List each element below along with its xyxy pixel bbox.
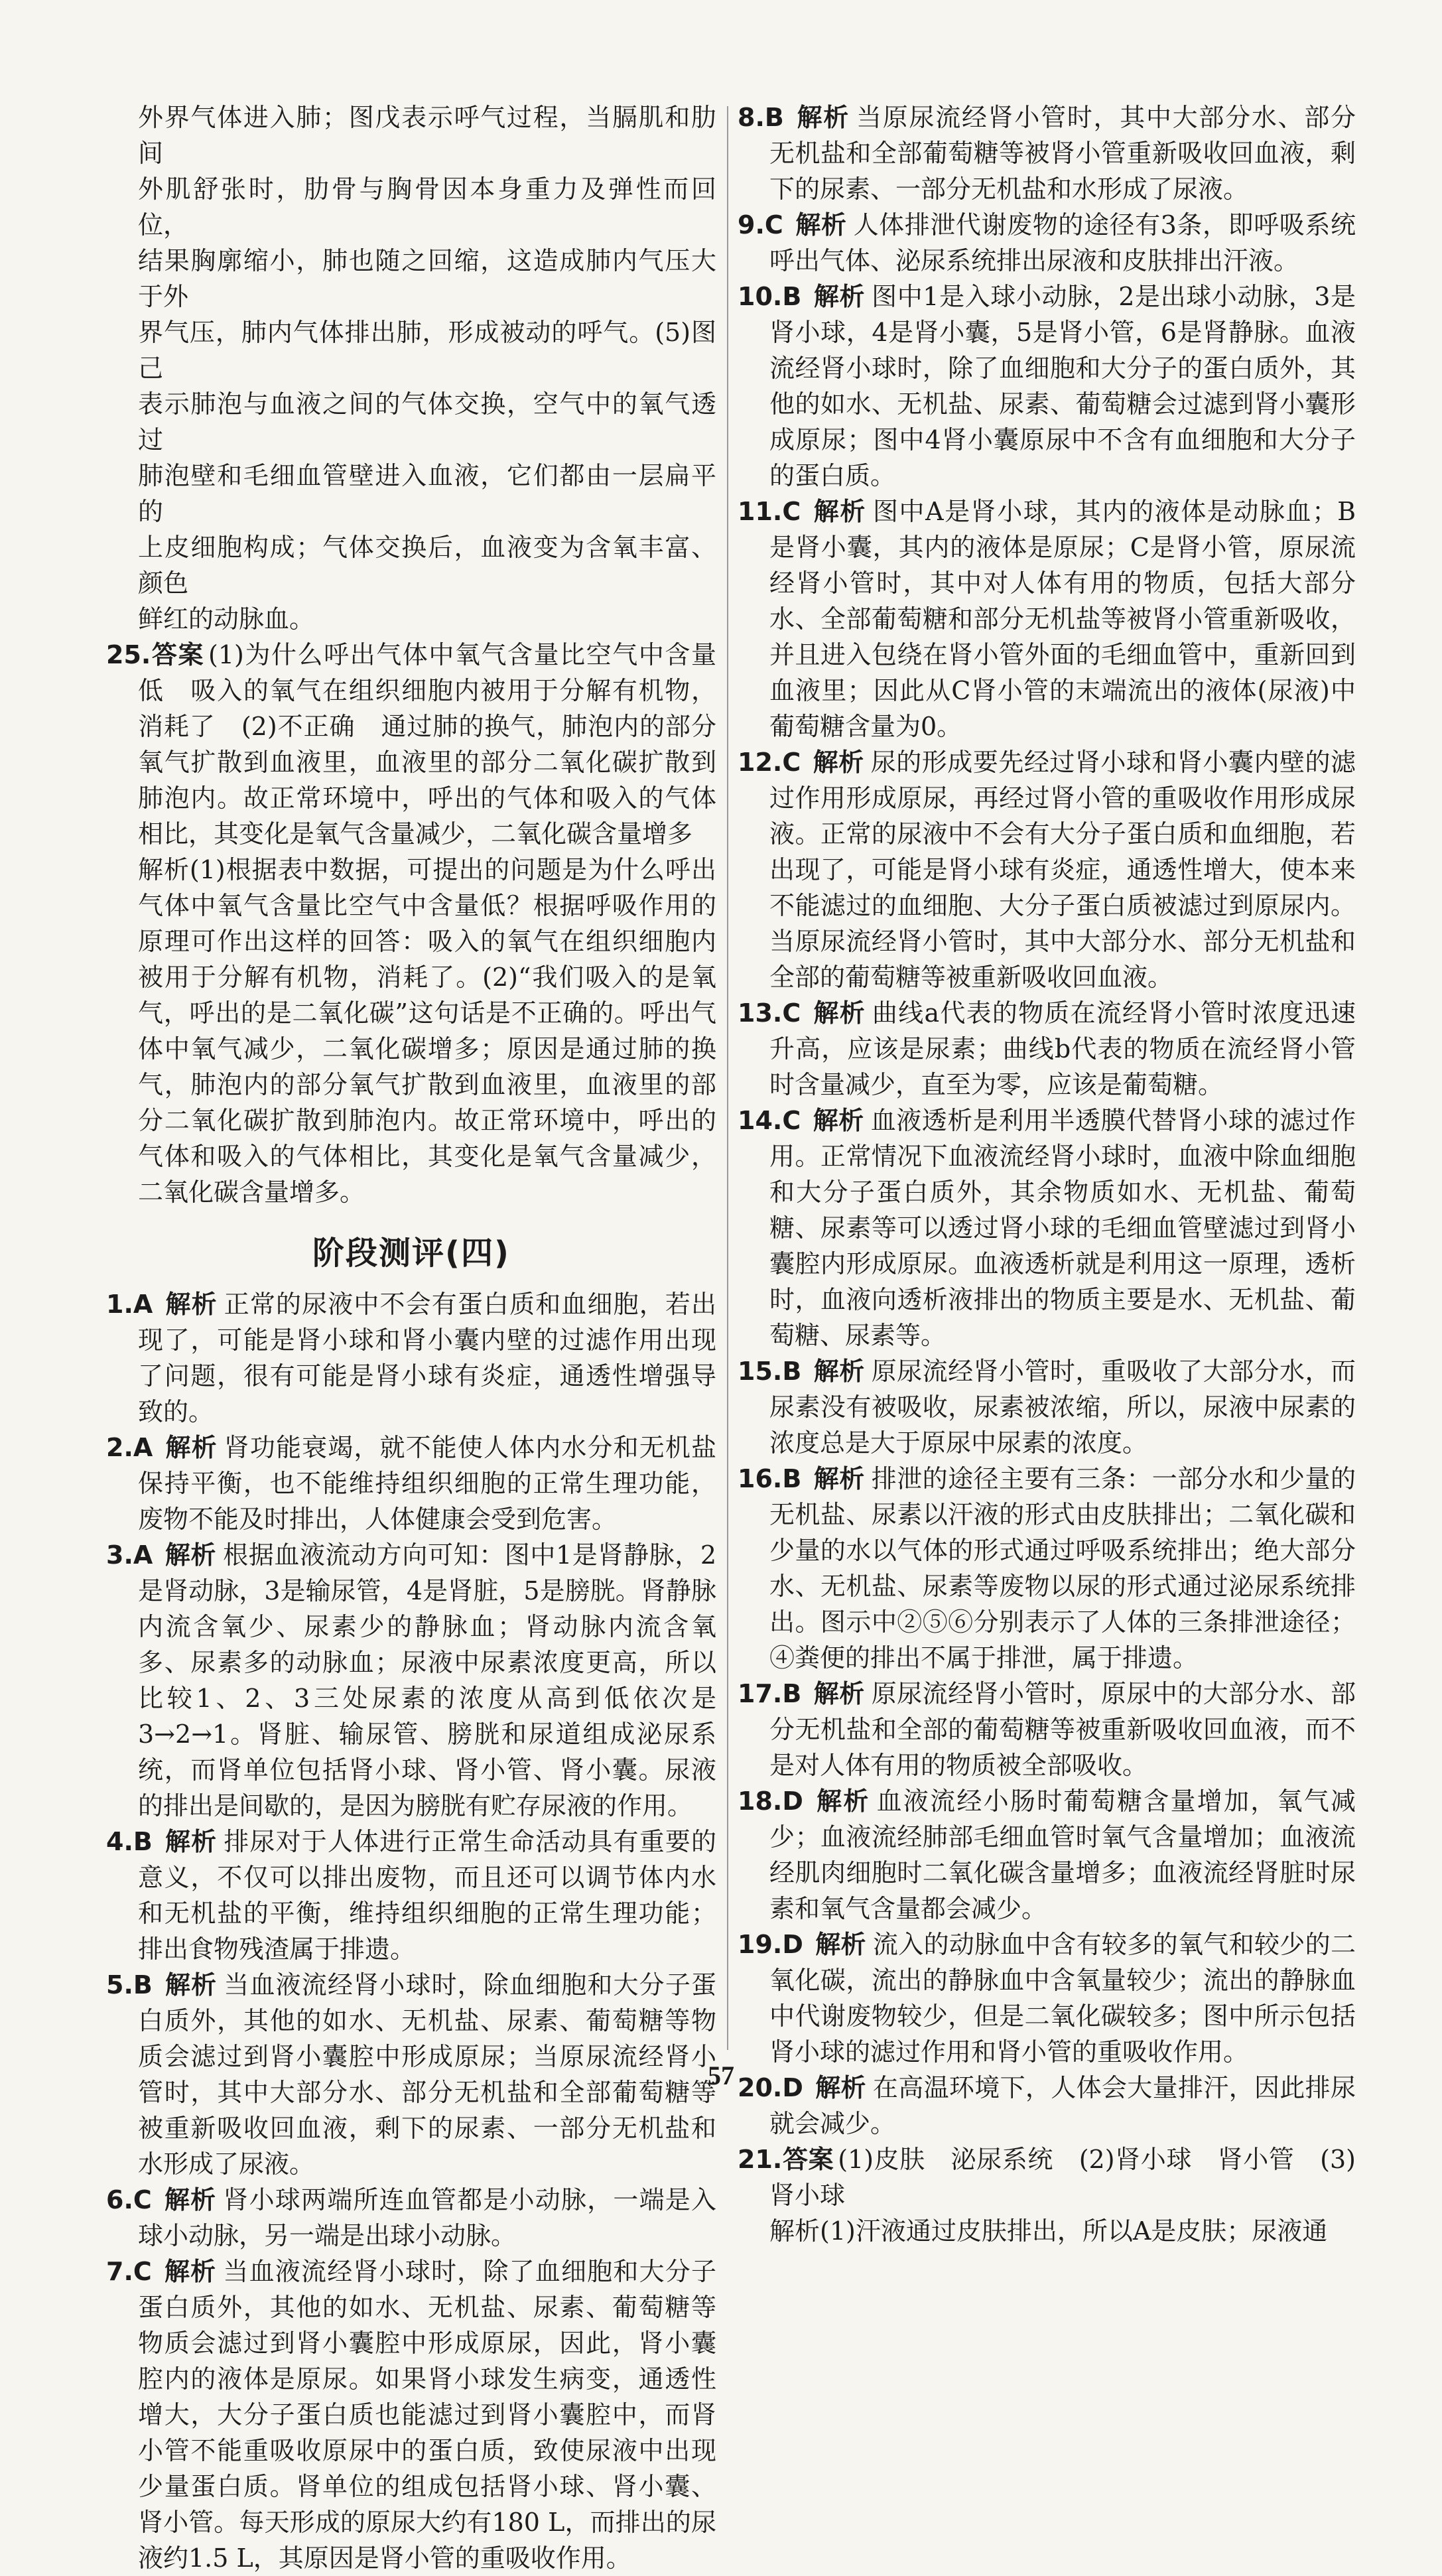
answer-choice: D (782, 1787, 803, 1816)
question-number: 21. (738, 2145, 783, 2174)
question-25 (106, 637, 716, 852)
intro-line: 鲜红的动脉血。 (138, 604, 315, 634)
answer-choice: C (782, 748, 801, 777)
intro-paragraph (106, 100, 716, 637)
analysis-label: 解析 (795, 210, 847, 239)
answer-item (106, 1824, 716, 1967)
analysis-label: 解析 (795, 103, 850, 132)
answer-choice: B (782, 282, 802, 311)
analysis-label: 解析 (813, 748, 864, 777)
question-number: 18. (738, 1787, 783, 1816)
answer-text: (1)皮肤 泌尿系统 (2)肾小球 肾小管 (3)肾小球 (769, 2145, 1356, 2210)
answer-choice: B (782, 1357, 802, 1386)
answer-item (738, 1783, 1356, 1927)
question-number: 14. (738, 1106, 783, 1135)
analysis-label: 解析 (164, 1433, 218, 1462)
answer-choice: A (133, 1540, 153, 1570)
question-number: 8. (738, 103, 765, 132)
analysis-label: 解析 (813, 1357, 865, 1386)
answer-item (738, 1927, 1356, 2070)
answer-choice: A (133, 1433, 153, 1462)
intro-line: 上皮细胞构成；气体交换后，血液变为含氧丰富、颜色 (138, 533, 716, 598)
analysis-label: 解析 (813, 998, 866, 1028)
analysis-text: 肾小球两端所连血管都是小动脉，一端是入球小动脉，另一端是出球小动脉。 (138, 2185, 716, 2250)
analysis-text: 肾功能衰竭，就不能使人体内水分和无机盐保持平衡，也不能维持组织细胞的正常生理功能，废物不能及时排出，人体健康会受到危害。 (138, 1433, 716, 1534)
answer-item (738, 207, 1356, 279)
analysis-text: 原尿流经肾小管时，原尿中的大部分水、部分无机盐和全部的葡萄糖等被重新吸收回血液，而不是对人体有用的物质被全部吸收。 (769, 1679, 1356, 1780)
analysis-label: 解析 (813, 1679, 865, 1708)
question-number: 10. (738, 282, 783, 311)
analysis-label: 解析 (813, 282, 866, 311)
question-21 (738, 2141, 1356, 2213)
question-number: 1. (106, 1290, 133, 1319)
question-number: 25. (106, 640, 151, 669)
analysis-label: 解析 (769, 2216, 820, 2246)
left-items-list (106, 1286, 716, 2576)
analysis-text: 当血液流经肾小球时，除了血细胞和大分子蛋白质外，其他的如水、无机盐、尿素、葡萄糖等物质会滤过到肾小囊腔中形成原尿，因此，肾小囊腔内的液体是原尿。如果肾小球发生病变，通透性增大，大分子蛋白质也能滤过到肾小囊腔中，而肾小管不能重吸收原尿中的蛋白质，致使尿液中出现少量蛋白质。肾单位的组成包括肾小球、肾小囊、肾小管。每天形成的原尿大约有180 L，而排出的尿液约1.5 L，其原因是肾小管的重吸收作用。 (138, 2257, 716, 2573)
question-number: 6. (106, 2185, 133, 2214)
analysis-label: 解析 (815, 2073, 866, 2102)
answer-item (738, 744, 1356, 995)
intro-line: 表示肺泡与血液之间的气体交换，空气中的氧气透过 (138, 389, 716, 454)
answer-item (106, 2254, 716, 2576)
question-number: 7. (106, 2257, 133, 2286)
analysis-text: 血液透析是利用半透膜代替肾小球的滤过作用。正常情况下血液流经肾小球时，血液中除血细胞和大分子蛋白质外，其余物质如水、无机盐、葡萄糖、尿素等可以透过肾小球的毛细血管壁滤过到肾小囊腔内形成原尿。血液透析就是利用这一原理，透析时，血液向透析液排出的物质主要是水、无机盐、葡萄糖、尿素等。 (769, 1106, 1356, 1350)
answer-choice: D (782, 2073, 803, 2102)
analysis-label: 解析 (164, 1827, 218, 1856)
question-number: 15. (738, 1357, 783, 1386)
intro-line: 外界气体进入肺；图戊表示呼气过程，当膈肌和肋间 (138, 103, 716, 168)
analysis-label: 解析 (163, 2257, 217, 2286)
question-number: 20. (738, 2073, 783, 2102)
answer-choice: B (133, 1827, 153, 1856)
answer-choice: C (133, 2185, 152, 2214)
page-number: 57 (708, 2061, 734, 2090)
intro-line: 界气压，肺内气体排出肺，形成被动的呼气。(5)图己 (138, 318, 716, 383)
answer-choice: B (782, 1464, 802, 1493)
answer-item (106, 1286, 716, 1430)
analysis-text: 根据血液流动方向可知：图中1是肾静脉，2是肾动脉，3是输尿管，4是肾脏，5是膀胱。肾静脉内流含氧少、尿素少的静脉血；肾动脉内流含氧多、尿素多的动脉血；尿液中尿素浓度更高，所以比较1、2、3三处尿素的浓度从高到低依次是3→2→1。肾脏、输尿管、膀胱和尿道组成泌尿系统，而肾单位包括肾小球、肾小管、肾小囊。尿液的排出是间歇的，是因为膀胱有贮存尿液的作用。 (138, 1540, 716, 1820)
analysis-text: (1)根据表中数据，可提出的问题是为什么呼出气体中氧气含量比空气中含量低？根据呼吸作用的原理可作出这样的回答：吸入的氧气在组织细胞内被用于分解有机物，消耗了。(2)“我们吸入的是氧气，呼出的是二氧化碳”这句话是不正确的。呼出气体中氧气减少，二氧化碳增多；原因是通过肺的换气，肺泡内的部分氧气扩散到血液里，血液里的部分二氧化碳扩散到肺泡内。故正常环境中，呼出的气体和吸入的气体相比，其变化是氧气含量减少，二氧化碳含量增多。 (138, 855, 716, 1207)
analysis-text: 人体排泄代谢废物的途径有3条，即呼吸系统呼出气体、泌尿系统排出尿液和皮肤排出汗液。 (769, 210, 1356, 275)
right-items-list (738, 100, 1356, 2141)
answer-label: 答案 (782, 2145, 834, 2174)
section-title: 阶段测评(四) (312, 1235, 510, 1272)
analysis-text: 尿的形成要先经过肾小球和肾小囊内壁的滤过作用形成原尿，再经过肾小管的重吸收作用形成尿液。正常的尿液中不会有大分子蛋白质和血细胞，若出现了，可能是肾小球有炎症，通透性增大，使本来不能滤过的血细胞、大分子蛋白质被滤过到原尿内。当原尿流经肾小管时，其中大部分水、部分无机盐和全部的葡萄糖等被重新吸收回血液。 (769, 748, 1356, 992)
answer-item (738, 995, 1356, 1103)
answer-choice: B (133, 1970, 153, 2000)
answer-text: (1)为什么呼出气体中氧气含量比空气中含量低 吸入的氧气在组织细胞内被用于分解有机物，消耗了 (2)不正确 通过肺的换气，肺泡内的部分氧气扩散到血液里，血液里的部分二氧化碳扩散到肺泡内。故正常环境中，呼出的气体和吸入的气体相比，其变化是氧气含量减少，二氧化碳含量增多 (138, 640, 716, 848)
left-column (106, 100, 716, 2576)
answer-choice: A (133, 1290, 153, 1319)
question-25-analysis (106, 852, 716, 1210)
intro-line: 外肌舒张时，肋骨与胸骨因本身重力及弹性而回位， (138, 174, 716, 239)
answer-item (738, 494, 1356, 744)
question-number: 4. (106, 1827, 133, 1856)
intro-line: 肺泡壁和毛细血管壁进入血液，它们都由一层扁平的 (138, 461, 716, 526)
analysis-label: 解析 (163, 2185, 217, 2214)
answer-choice: C (782, 1106, 801, 1135)
answer-item (738, 279, 1356, 494)
analysis-label: 解析 (138, 855, 190, 884)
column-divider (727, 106, 728, 2050)
question-number: 17. (738, 1679, 783, 1708)
answer-item (738, 1461, 1356, 1676)
analysis-text: 流入的动脉血中含有较多的氧气和较少的二氧化碳，流出的静脉血中含氧量较少；流出的静脉血中代谢废物较少，但是二氧化碳较多；图中所示包括肾小球的滤过作用和肾小管的重吸收作用。 (769, 1930, 1356, 2067)
answer-choice: C (764, 210, 783, 239)
analysis-text: 在高温环境下，人体会大量排汗，因此排尿就会减少。 (769, 2073, 1356, 2138)
analysis-text: (1)汗液通过皮肤排出，所以A是皮肤；尿液通 (820, 2216, 1328, 2246)
answer-item (106, 1430, 716, 1537)
answer-choice: C (782, 497, 801, 526)
answer-choice: C (133, 2257, 152, 2286)
answer-choice: D (782, 1930, 803, 1959)
question-number: 16. (738, 1464, 783, 1493)
question-21-analysis (738, 2213, 1356, 2249)
analysis-label: 解析 (164, 1970, 218, 2000)
question-number: 2. (106, 1433, 133, 1462)
question-number: 12. (738, 748, 783, 777)
answer-item (106, 1537, 716, 1824)
analysis-text: 排尿对于人体进行正常生命活动具有重要的意义，不仅可以排出废物，而且还可以调节体内水和无机盐的平衡，维持组织细胞的正常生理功能；排出食物残渣属于排遗。 (138, 1827, 716, 1964)
analysis-label: 解析 (164, 1290, 218, 1319)
answer-item (106, 2182, 716, 2254)
question-number: 5. (106, 1970, 133, 2000)
analysis-text: 原尿流经肾小管时，重吸收了大部分水，而尿素没有被吸收，尿素被浓缩，所以，尿液中尿素的浓度总是大于原尿中尿素的浓度。 (769, 1357, 1356, 1457)
analysis-text: 图中1是入球小动脉，2是出球小动脉，3是肾小球，4是肾小囊，5是肾小管，6是肾静脉。血液流经肾小球时，除了血细胞和大分子的蛋白质外，其他的如水、无机盐、尿素、葡萄糖会过滤到肾小囊形成原尿；图中4肾小囊原尿中不含有血细胞和大分子的蛋白质。 (769, 282, 1356, 490)
answer-choice: B (764, 103, 784, 132)
analysis-text: 曲线a代表的物质在流经肾小管时浓度迅速升高，应该是尿素；曲线b代表的物质在流经肾小管时含量减少，直至为零，应该是葡萄糖。 (769, 998, 1356, 1099)
analysis-text: 血液流经小肠时葡萄糖含量增加，氧气减少；血液流经肺部毛细血管时氧气含量增加；血液流经肌肉细胞时二氧化碳含量增多；血液流经肾脏时尿素和氧气含量都会减少。 (769, 1787, 1356, 1923)
answer-choice: B (782, 1679, 802, 1708)
question-number: 11. (738, 497, 783, 526)
analysis-label: 解析 (813, 1106, 864, 1135)
right-column (738, 100, 1356, 2249)
answer-item (738, 100, 1356, 207)
analysis-text: 正常的尿液中不会有蛋白质和血细胞，若出现了，可能是肾小球和肾小囊内壁的过滤作用出现了问题，很有可能是肾小球有炎症，通透性增强导致的。 (138, 1290, 716, 1426)
question-number: 13. (738, 998, 783, 1028)
question-number: 19. (738, 1930, 783, 1959)
question-number: 9. (738, 210, 765, 239)
answer-label: 答案 (151, 640, 205, 669)
analysis-label: 解析 (813, 1464, 865, 1493)
analysis-text: 当血液流经肾小球时，除血细胞和大分子蛋白质外，其他的如水、无机盐、尿素、葡萄糖等物质会滤过到肾小囊腔中形成原尿；当原尿流经肾小管时，其中大部分水、部分无机盐和全部葡萄糖等被重新吸收回血液，剩下的尿素、一部分无机盐和水形成了尿液。 (138, 1970, 716, 2179)
analysis-text: 当原尿流经肾小管时，其中大部分水、部分无机盐和全部葡萄糖等被肾小管重新吸收回血液，剩下的尿素、一部分无机盐和水形成了尿液。 (769, 103, 1356, 204)
answer-item (738, 1103, 1356, 1353)
analysis-text: 图中A是肾小球，其内的液体是动脉血；B是肾小囊，其内的液体是原尿；C是肾小管，原尿流经肾小管时，其中对人体有用的物质，包括大部分水、全部葡萄糖和部分无机盐等被肾小管重新吸收，并且进入包绕在肾小管外面的毛细血管中，重新回到血液里；因此从C肾小管的末端流出的液体(尿液)中葡萄糖含量为0。 (769, 497, 1356, 741)
analysis-text: 排泄的途径主要有三条：一部分水和少量的无机盐、尿素以汗液的形式由皮肤排出；二氧化碳和少量的水以气体的形式通过呼吸系统排出；绝大部分水、无机盐、尿素等废物以尿的形式通过泌尿系统排出。图示中②⑤⑥分别表示了人体的三条排泄途径；④粪便的排出不属于排泄，属于排遗。 (769, 1464, 1356, 1672)
intro-line: 结果胸廓缩小，肺也随之回缩，这造成肺内气压大于外 (138, 246, 716, 311)
answer-item (738, 1676, 1356, 1783)
analysis-label: 解析 (164, 1540, 217, 1570)
question-number: 3. (106, 1540, 133, 1570)
analysis-label: 解析 (815, 1787, 870, 1816)
answer-item (738, 1353, 1356, 1461)
analysis-label: 解析 (815, 1930, 866, 1959)
analysis-label: 解析 (813, 497, 866, 526)
answer-choice: C (782, 998, 801, 1028)
